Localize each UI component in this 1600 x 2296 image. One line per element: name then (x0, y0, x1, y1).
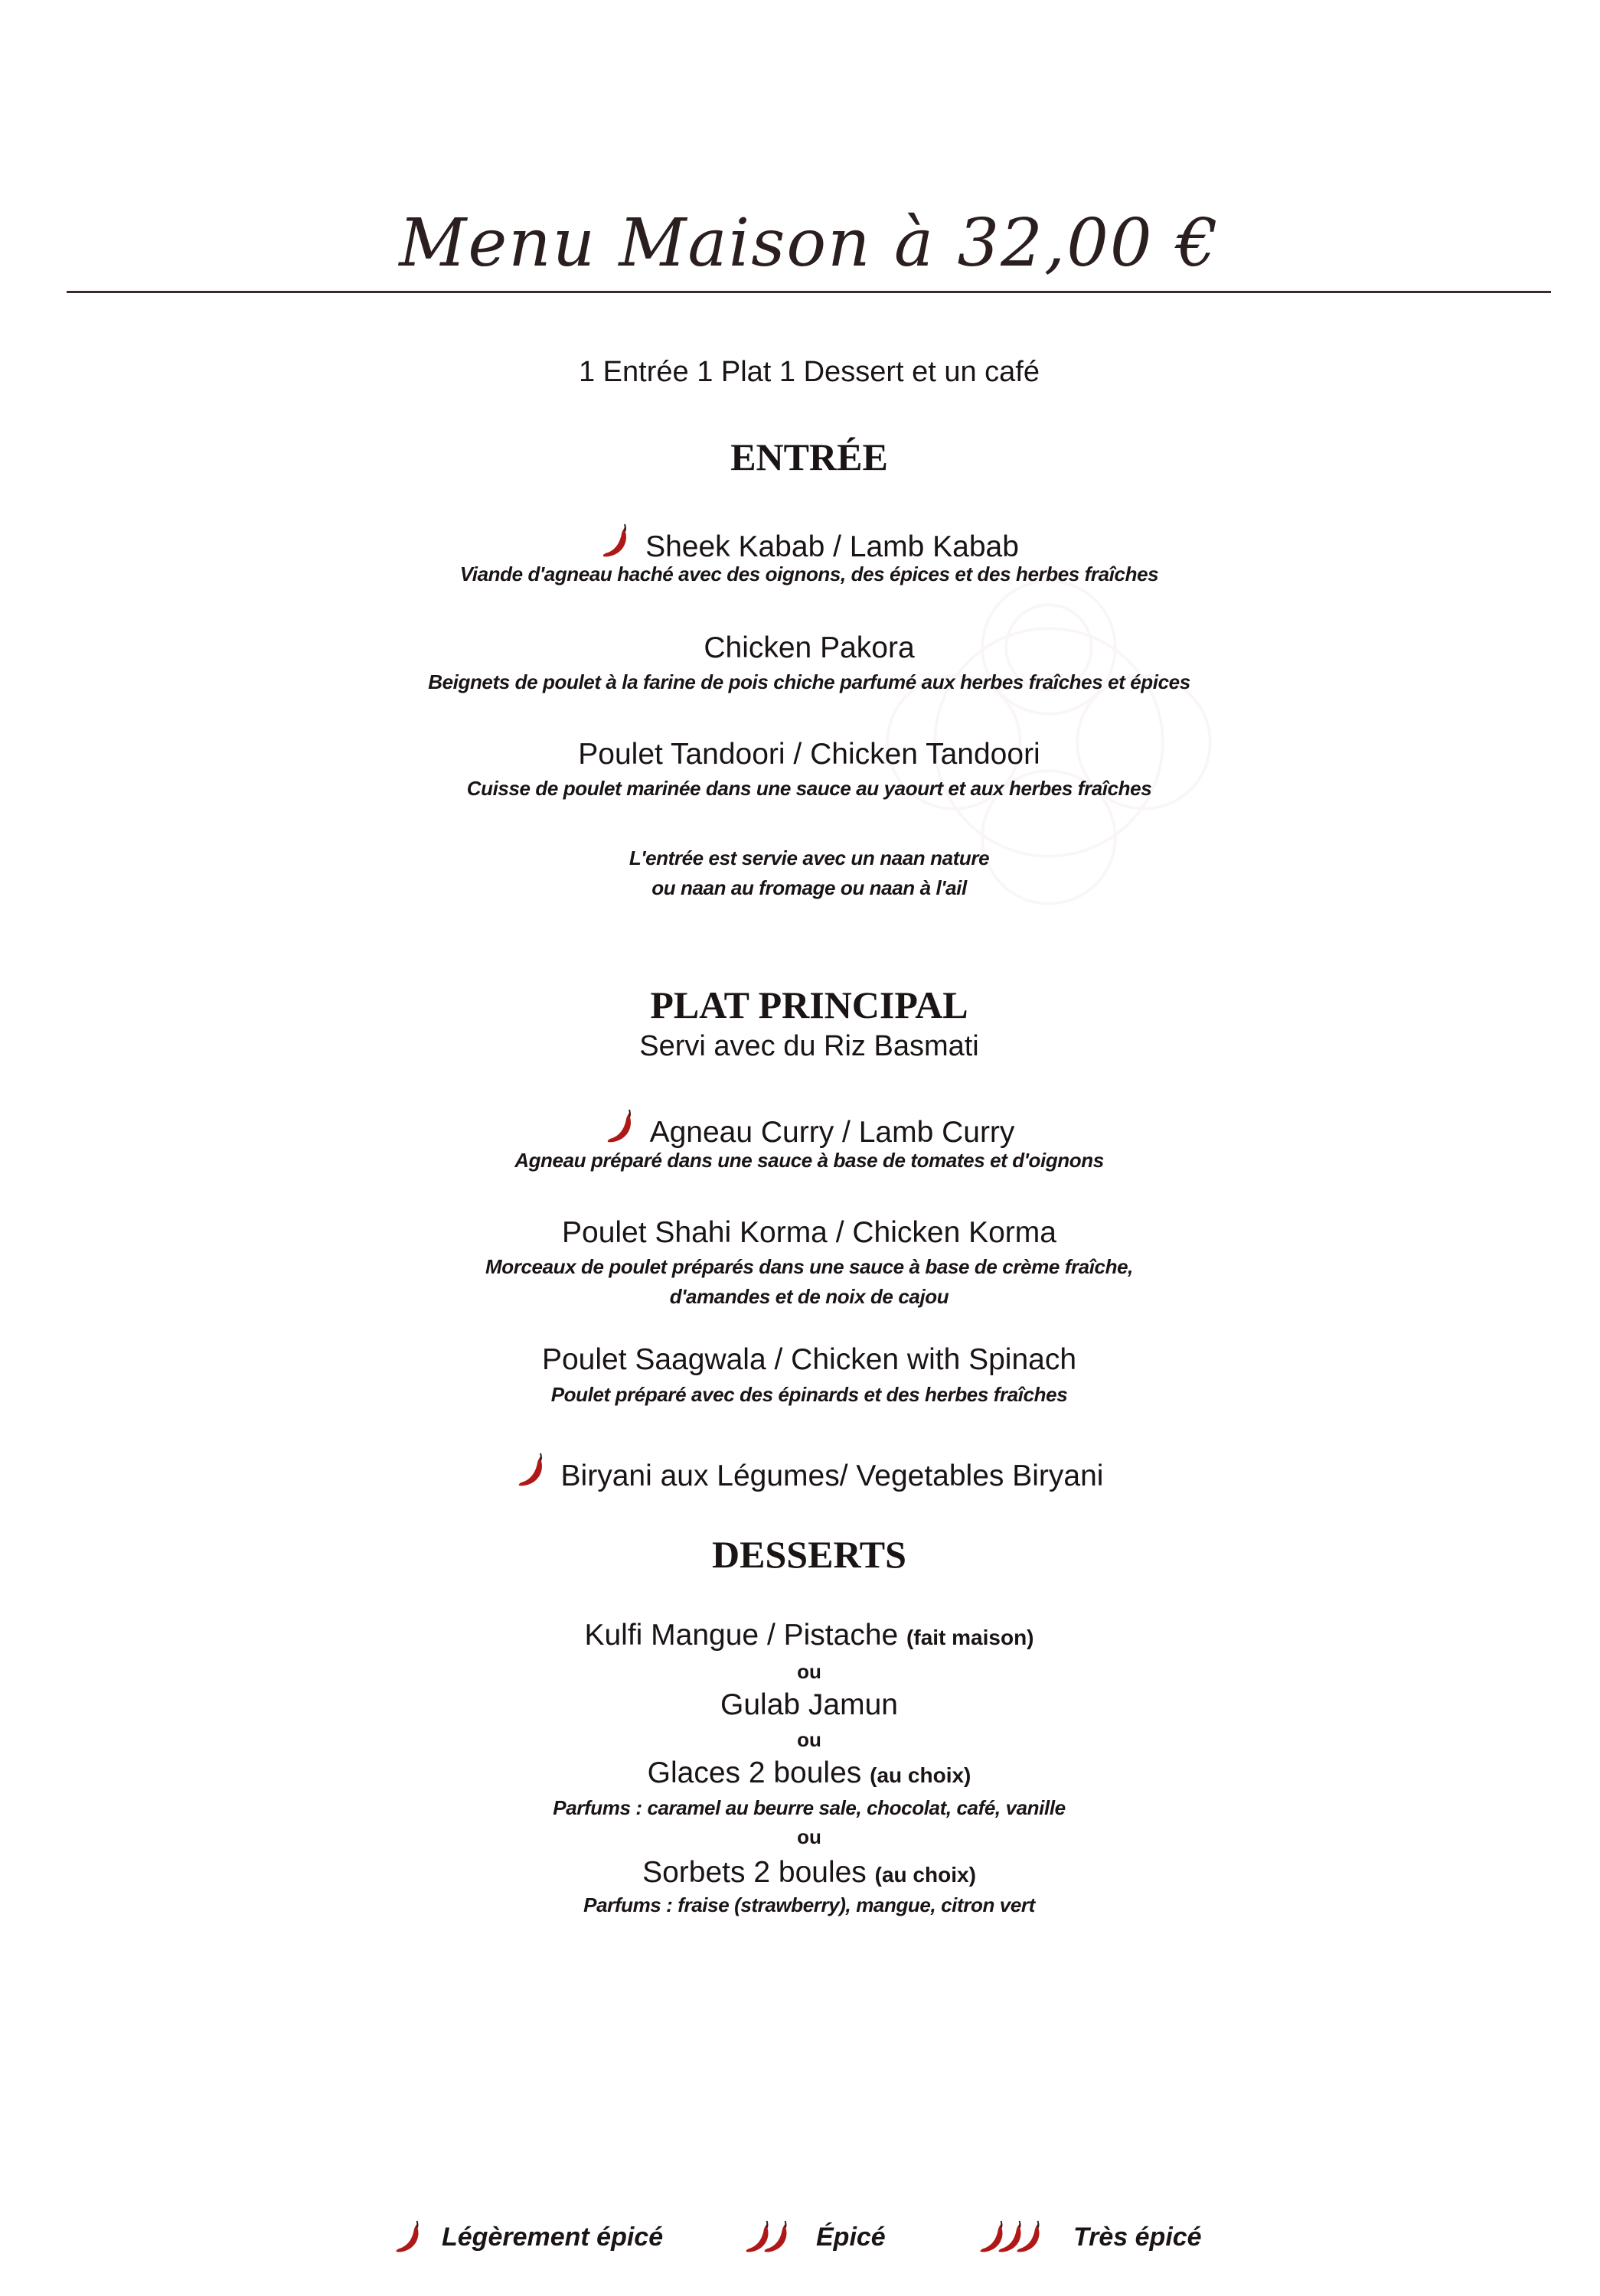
chili-icon (1015, 2219, 1046, 2255)
entree-note: L'entrée est servie avec un naan nature (629, 846, 990, 869)
chili-icon (515, 1452, 550, 1489)
menu-subtitle: 1 Entrée 1 Plat 1 Dessert et un café (578, 356, 1040, 388)
item-description: Poulet préparé avec des épinards et des herbes fraîches (550, 1383, 1068, 1406)
legend-label: Épicé (816, 2222, 886, 2252)
chili-icon (599, 523, 635, 559)
menu-title: Menu Maison à 32,00 € (399, 205, 1220, 282)
legend-very-spicy (978, 2219, 1202, 2255)
item-description: Viande d'agneau haché avec des oignons, des épices et des herbes fraîches (459, 563, 1159, 585)
legend-label: Très épicé (1073, 2222, 1202, 2252)
item-name: Agneau Curry / Lamb Curry (649, 1116, 1015, 1149)
dessert-item (18, 1856, 1600, 1890)
section-heading-desserts: DESSERTS (712, 1533, 906, 1576)
item-description: Parfums : fraise (strawberry), mangue, citron vert (583, 1893, 1035, 1916)
item-name: Biryani aux Légumes/ Vegetables Biryani (560, 1459, 1104, 1492)
title-divider (67, 291, 1551, 293)
item-name: Sorbets 2 boules (642, 1856, 867, 1889)
item-description: Parfums : caramel au beurre sale, chocolat, café, vanille (553, 1796, 1066, 1819)
dessert-item (18, 1756, 1600, 1790)
item-name: Poulet Shahi Korma / Chicken Korma (562, 1216, 1056, 1249)
menu-item (18, 523, 1600, 564)
or-separator: ou (797, 1825, 821, 1848)
item-description: Beignets de poulet à la farine de pois chiche parfumé aux herbes fraîches et épices (428, 670, 1190, 693)
item-name: Gulab Jamun (720, 1688, 898, 1721)
item-note: (au choix) (870, 1763, 971, 1787)
chili-icon (604, 1108, 639, 1145)
chili-icon (762, 2219, 793, 2255)
legend-mild (394, 2219, 663, 2255)
entree-note: ou naan au fromage ou naan à l'ail (651, 876, 967, 899)
item-description: Morceaux de poulet préparés dans une sauce à base de crème fraîche, (485, 1255, 1133, 1278)
legend-spicy (744, 2219, 886, 2255)
item-description: Agneau préparé dans une sauce à base de tomates et d'oignons (514, 1149, 1104, 1172)
or-separator: ou (797, 1728, 821, 1751)
item-name: Glaces 2 boules (647, 1756, 862, 1789)
item-name: Chicken Pakora (704, 631, 915, 664)
item-name: Kulfi Mangue / Pistache (584, 1619, 899, 1652)
item-name: Poulet Tandoori / Chicken Tandoori (578, 738, 1040, 771)
chili-icon (394, 2219, 425, 2255)
section-heading-entree: ENTRÉE (730, 435, 888, 478)
item-note: (au choix) (874, 1863, 976, 1887)
section-subheading: Servi avec du Riz Basmati (639, 1030, 979, 1062)
section-heading-plat: PLAT PRINCIPAL (650, 983, 968, 1026)
item-description: d'amandes et de noix de cajou (669, 1285, 949, 1308)
menu-item (18, 1108, 1600, 1150)
dessert-item (18, 1619, 1600, 1652)
item-name: Sheek Kabab / Lamb Kabab (645, 530, 1019, 563)
item-note: (fait maison) (906, 1626, 1034, 1649)
menu-item (18, 1452, 1600, 1493)
or-separator: ou (797, 1660, 821, 1683)
item-name: Poulet Saagwala / Chicken with Spinach (541, 1343, 1077, 1376)
item-description: Cuisse de poulet marinée dans une sauce au yaourt et aux herbes fraîches (466, 777, 1152, 800)
legend-label: Légèrement épicé (442, 2222, 664, 2252)
